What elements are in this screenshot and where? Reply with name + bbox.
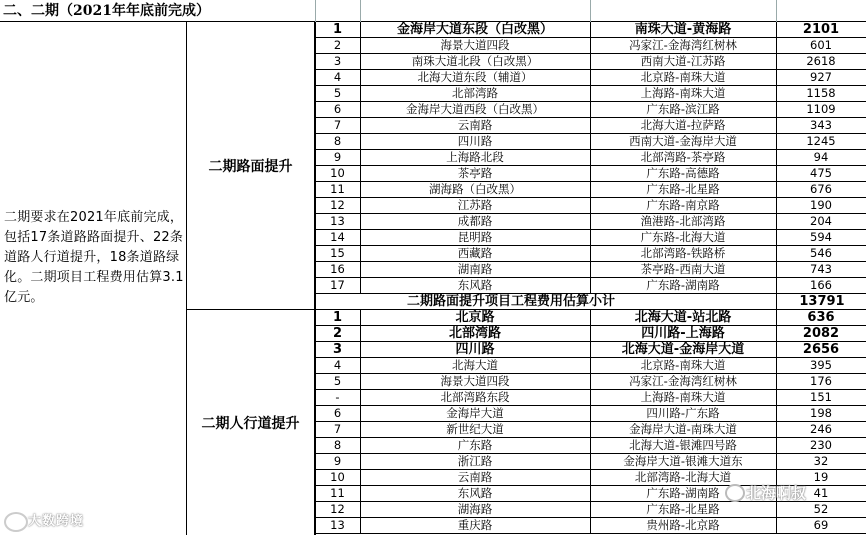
- table-row: [315, 38, 866, 54]
- road-range: 广东路-高德路: [590, 166, 777, 181]
- row-number: 13: [315, 214, 361, 229]
- road-name: 新世纪大道: [360, 422, 591, 437]
- row-number: 5: [315, 374, 361, 389]
- road-range: 茶亭路-西南大道: [590, 262, 777, 277]
- table-row: [315, 214, 866, 230]
- road-name: 金海岸大道东段（白改黑）: [360, 22, 591, 37]
- row-number: -: [315, 390, 361, 405]
- row-number: 13: [315, 518, 361, 533]
- road-name: 云南路: [360, 470, 591, 485]
- road-range: 北海大道-站北路: [590, 310, 777, 325]
- row-number: 3: [315, 342, 361, 357]
- road-name: 金海岸大道西段（白改黑）: [360, 102, 591, 117]
- road-name: 东风路: [360, 486, 591, 501]
- cost-value: 2618: [806, 54, 836, 68]
- road-name: 北京路: [360, 310, 591, 325]
- cost-value: 69: [813, 518, 829, 532]
- road-name: 四川路: [360, 342, 591, 357]
- road-range: 北海大道-银滩四号路: [590, 438, 777, 453]
- row-number: 11: [315, 182, 361, 197]
- road-range: 广东路-北星路: [590, 502, 777, 517]
- cost-value: 743: [810, 262, 832, 276]
- cost-value: 94: [813, 150, 829, 164]
- row-number: 1: [315, 310, 361, 325]
- road-name: 北部湾路: [360, 86, 591, 101]
- table-row: [315, 134, 866, 150]
- road-name: 北部湾路东段: [360, 390, 591, 405]
- road-name: 北海大道: [360, 358, 591, 373]
- road-name: 金海岸大道: [360, 406, 591, 421]
- road-range: 北京路-南珠大道: [590, 358, 777, 373]
- cost-value: 546: [810, 246, 832, 260]
- cost-value: 343: [810, 118, 832, 132]
- row-number: 6: [315, 406, 361, 421]
- road-name: 湖南路: [360, 262, 591, 277]
- cost-value: 190: [810, 198, 832, 212]
- row-number: 12: [315, 502, 361, 517]
- table-row: [315, 406, 866, 422]
- road-name: 湖海路（白改黑）: [360, 182, 591, 197]
- road-range: 四川路-上海路: [590, 326, 777, 341]
- road-name: 海景大道四段: [360, 374, 591, 389]
- road-name: 海景大道四段: [360, 38, 591, 53]
- section-label: 二期人行道提升: [201, 415, 300, 432]
- table-row: [315, 198, 866, 214]
- watermark-logo-icon: [4, 512, 28, 532]
- row-number: 4: [315, 70, 361, 85]
- road-range: 广东路-湖南路: [590, 486, 777, 501]
- row-number: 2: [315, 38, 361, 53]
- road-name: 重庆路: [360, 518, 591, 533]
- watermark-right: 北海啊叔: [746, 484, 807, 502]
- road-name: 南珠大道北段（白改黑）: [360, 54, 591, 69]
- cost-value: 230: [810, 438, 832, 452]
- title-grid-line: [590, 0, 591, 22]
- title-grid-line: [315, 0, 316, 22]
- row-number: 8: [315, 438, 361, 453]
- table-row: [315, 70, 866, 86]
- table-row: [315, 102, 866, 118]
- road-range: 广东路-南京路: [590, 198, 777, 213]
- row-number: 14: [315, 230, 361, 245]
- table-row: [315, 502, 866, 518]
- title-grid-line: [776, 0, 777, 22]
- road-range: 广东路-北海大道: [590, 230, 777, 245]
- table-row: [315, 390, 866, 406]
- row-number: 11: [315, 486, 361, 501]
- cost-value: 198: [810, 406, 832, 420]
- row-number: 9: [315, 150, 361, 165]
- road-name: 云南路: [360, 118, 591, 133]
- road-range: 金海岸大道-南珠大道: [590, 422, 777, 437]
- row-number: 15: [315, 246, 361, 261]
- cost-value: 601: [810, 38, 832, 52]
- road-range: 冯家江-金海湾红树林: [590, 38, 777, 53]
- road-range: 广东路-滨江路: [590, 102, 777, 117]
- cost-value: 1245: [806, 134, 836, 148]
- cost-value: 2101: [802, 22, 840, 37]
- table-row: [315, 518, 866, 534]
- road-range: 北部湾路-铁路桥: [590, 246, 777, 261]
- road-range: 南珠大道-黄海路: [590, 22, 777, 37]
- row-number: 16: [315, 262, 361, 277]
- road-name: 江苏路: [360, 198, 591, 213]
- table-row: [315, 118, 866, 134]
- road-range: 渔港路-北部湾路: [590, 214, 777, 229]
- section-sidewalk: [187, 310, 315, 535]
- cost-value: 19: [813, 470, 829, 484]
- cost-value: 927: [810, 70, 832, 84]
- road-range: 广东路-北星路: [590, 182, 777, 197]
- description-text: 二期要求在2021年底前完成，包括17条道路路面提升、22条道路人行道提升，18条道路绿化。二期项目工程费用估算3.1亿元。: [4, 210, 184, 305]
- cost-value: 41: [813, 486, 829, 500]
- road-name: 昆明路: [360, 230, 591, 245]
- road-name: 茶亭路: [360, 166, 591, 181]
- row-number: 12: [315, 198, 361, 213]
- table-row: [315, 438, 866, 454]
- subtotal-label: 二期路面提升项目工程费用估算小计: [407, 294, 616, 309]
- table-row: [315, 22, 866, 38]
- road-range: 贵州路-北京路: [590, 518, 777, 533]
- row-number: 6: [315, 102, 361, 117]
- row-number: 9: [315, 454, 361, 469]
- cost-value: 151: [810, 390, 832, 404]
- cost-value: 52: [813, 502, 829, 516]
- description-cell: [0, 22, 187, 535]
- road-name: 上海路北段: [360, 150, 591, 165]
- row-number: 5: [315, 86, 361, 101]
- cost-value: 1109: [806, 102, 836, 116]
- title-grid-line: [360, 0, 361, 22]
- table-row: [315, 230, 866, 246]
- road-range: 北京路-南珠大道: [590, 70, 777, 85]
- cost-value: 2082: [802, 326, 840, 341]
- road-range: 北海大道-拉萨路: [590, 118, 777, 133]
- cost-value: 475: [810, 166, 832, 180]
- road-name: 北部湾路: [360, 326, 591, 341]
- table-row: [315, 358, 866, 374]
- wechat-icon: [725, 484, 745, 502]
- table-row: [315, 310, 866, 326]
- road-name: 广东路: [360, 438, 591, 453]
- road-name: 四川路: [360, 134, 591, 149]
- road-range: 广东路-湖南路: [590, 278, 777, 293]
- row-number: 10: [315, 470, 361, 485]
- row-number: 17: [315, 278, 361, 293]
- cost-value: 2656: [802, 342, 840, 357]
- table-row: [315, 278, 866, 294]
- cost-value: 395: [810, 358, 832, 372]
- road-name: 西藏路: [360, 246, 591, 261]
- road-name: 湖海路: [360, 502, 591, 517]
- cost-value: 204: [810, 214, 832, 228]
- table-row: [315, 326, 866, 342]
- table-row: [315, 86, 866, 102]
- road-range: 上海路-南珠大道: [590, 390, 777, 405]
- road-range: 冯家江-金海湾红树林: [590, 374, 777, 389]
- road-name: 浙江路: [360, 454, 591, 469]
- table-row: [315, 342, 866, 358]
- road-range: 西南大道-江苏路: [590, 54, 777, 69]
- table-row: [315, 54, 866, 70]
- cost-value: 1158: [806, 86, 836, 100]
- row-number: 10: [315, 166, 361, 181]
- cost-value: 166: [810, 278, 832, 292]
- row-number: 7: [315, 118, 361, 133]
- table-row: [315, 150, 866, 166]
- table-row: [315, 422, 866, 438]
- row-number: 8: [315, 134, 361, 149]
- road-range: 北部湾路-北海大道: [590, 470, 777, 485]
- row-number: 2: [315, 326, 361, 341]
- road-range: 上海路-南珠大道: [590, 86, 777, 101]
- page-title: 二、二期（2021年年底前完成）: [0, 0, 866, 22]
- row-number: 3: [315, 54, 361, 69]
- cost-value: 32: [813, 454, 829, 468]
- road-range: 四川路-广东路: [590, 406, 777, 421]
- cost-value: 246: [810, 422, 832, 436]
- section-road-surface: [187, 22, 315, 310]
- cost-value: 676: [810, 182, 832, 196]
- road-range: 金海岸大道-银滩大道东: [590, 454, 777, 469]
- road-name: 成都路: [360, 214, 591, 229]
- cost-value: 636: [807, 310, 835, 325]
- row-number: 1: [315, 22, 361, 37]
- table-row: [315, 374, 866, 390]
- subtotal-value: 13791: [776, 294, 866, 309]
- table-row: [315, 166, 866, 182]
- cost-value: 594: [810, 230, 832, 244]
- watermark-left: 大数跨境: [28, 514, 85, 529]
- road-range: 北海大道-金海岸大道: [590, 342, 777, 357]
- table-row: [315, 246, 866, 262]
- table-row: [315, 262, 866, 278]
- road-range: 北部湾路-茶亭路: [590, 150, 777, 165]
- cost-value: 176: [810, 374, 832, 388]
- table-row: [315, 182, 866, 198]
- road-name: 东风路: [360, 278, 591, 293]
- row-number: 7: [315, 422, 361, 437]
- row-number: 4: [315, 358, 361, 373]
- table-row: [315, 454, 866, 470]
- road-range: 西南大道-金海岸大道: [590, 134, 777, 149]
- road-name: 北海大道东段（辅道）: [360, 70, 591, 85]
- section-label: 二期路面提升: [208, 158, 293, 175]
- subtotal-row: [315, 294, 866, 310]
